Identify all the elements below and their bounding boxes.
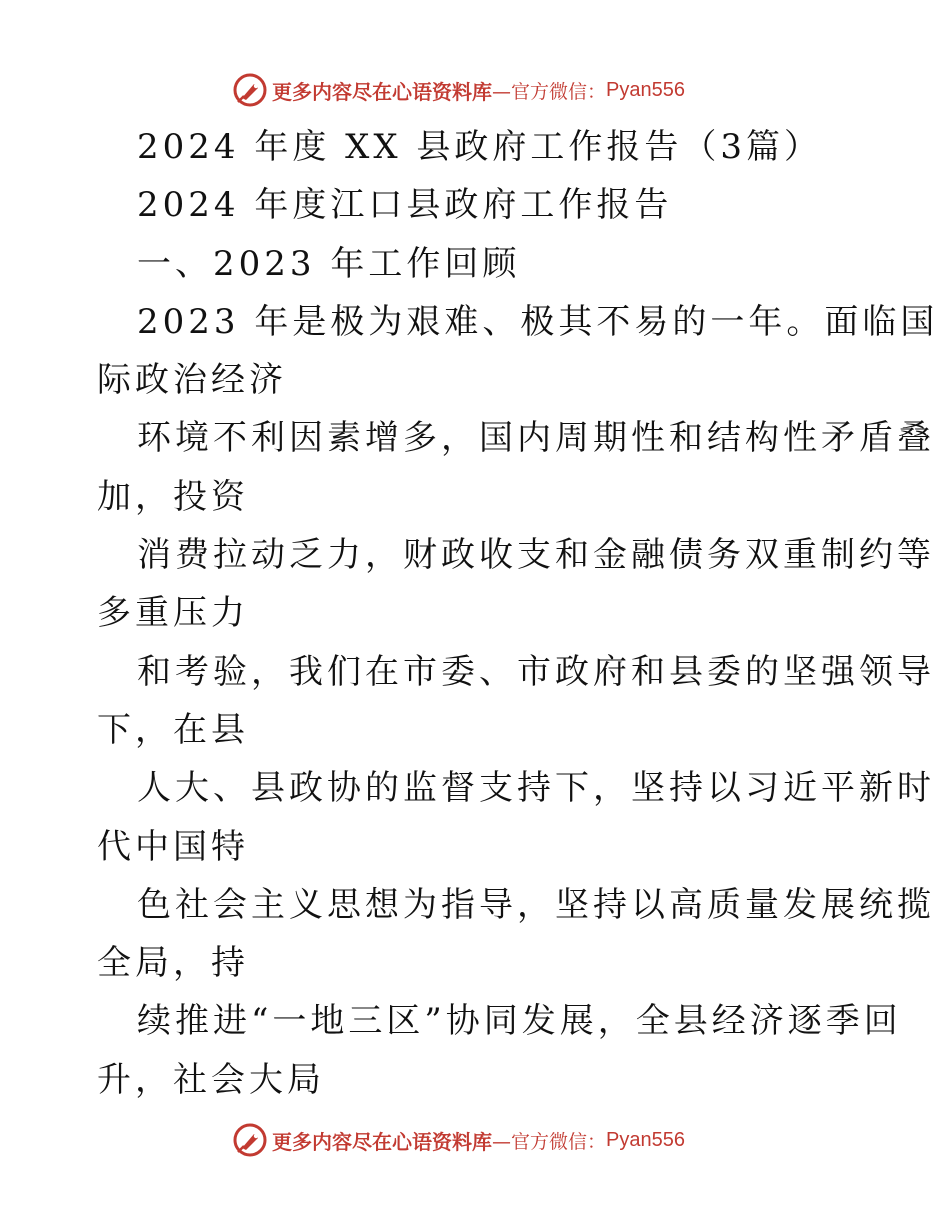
paragraph-line: 续推进“一地三区”协同发展，全县经济逐季回 [137, 1001, 902, 1042]
banner-sub-text: —官方微信： [492, 80, 607, 103]
paragraph-line: 全局，持 [97, 943, 249, 984]
paragraph-line: 际政治经济 [97, 360, 287, 401]
section-heading: 一、2023 年工作回顾 [137, 243, 521, 284]
banner-sub-text: —官方微信： [492, 1130, 607, 1153]
document-title: 2024 年度 XX 县政府工作报告（3篇） [137, 127, 822, 167]
paragraph-line: 升，社会大局 [97, 1059, 325, 1100]
paragraph-line: 下，在县 [97, 709, 249, 750]
header-banner [232, 70, 752, 110]
banner-wechat-id: Pyan556 [606, 1128, 685, 1151]
paragraph-line: 和考验，我们在市委、市政府和县委的坚强领导 [137, 651, 935, 692]
pen-nib-logo-icon [232, 1122, 268, 1158]
paragraph-line: 多重压力 [97, 593, 249, 634]
document-subtitle: 2024 年度江口县政府工作报告 [137, 185, 673, 226]
paragraph-line: 代中国特 [97, 826, 249, 867]
document-body [97, 118, 939, 1109]
paragraph-line: 消费拉动乏力，财政收支和金融债务双重制约等 [137, 535, 935, 576]
paragraph-line: 加，投资 [97, 476, 249, 517]
banner-wechat-id: Pyan556 [606, 78, 685, 101]
footer-banner [232, 1120, 752, 1160]
paragraph-line: 2023 年是极为艰难、极其不易的一年。面临国 [137, 301, 939, 342]
paragraph-line: 环境不利因素增多，国内周期性和结构性矛盾叠 [137, 418, 935, 459]
pen-nib-logo-icon [232, 72, 268, 108]
paragraph-line: 色社会主义思想为指导，坚持以高质量发展统揽 [137, 884, 935, 925]
paragraph-line: 人大、县政协的监督支持下，坚持以习近平新时 [137, 768, 935, 809]
banner-main-text: 更多内容尽在心语资料库 [272, 79, 492, 104]
banner-main-text: 更多内容尽在心语资料库 [272, 1129, 492, 1154]
